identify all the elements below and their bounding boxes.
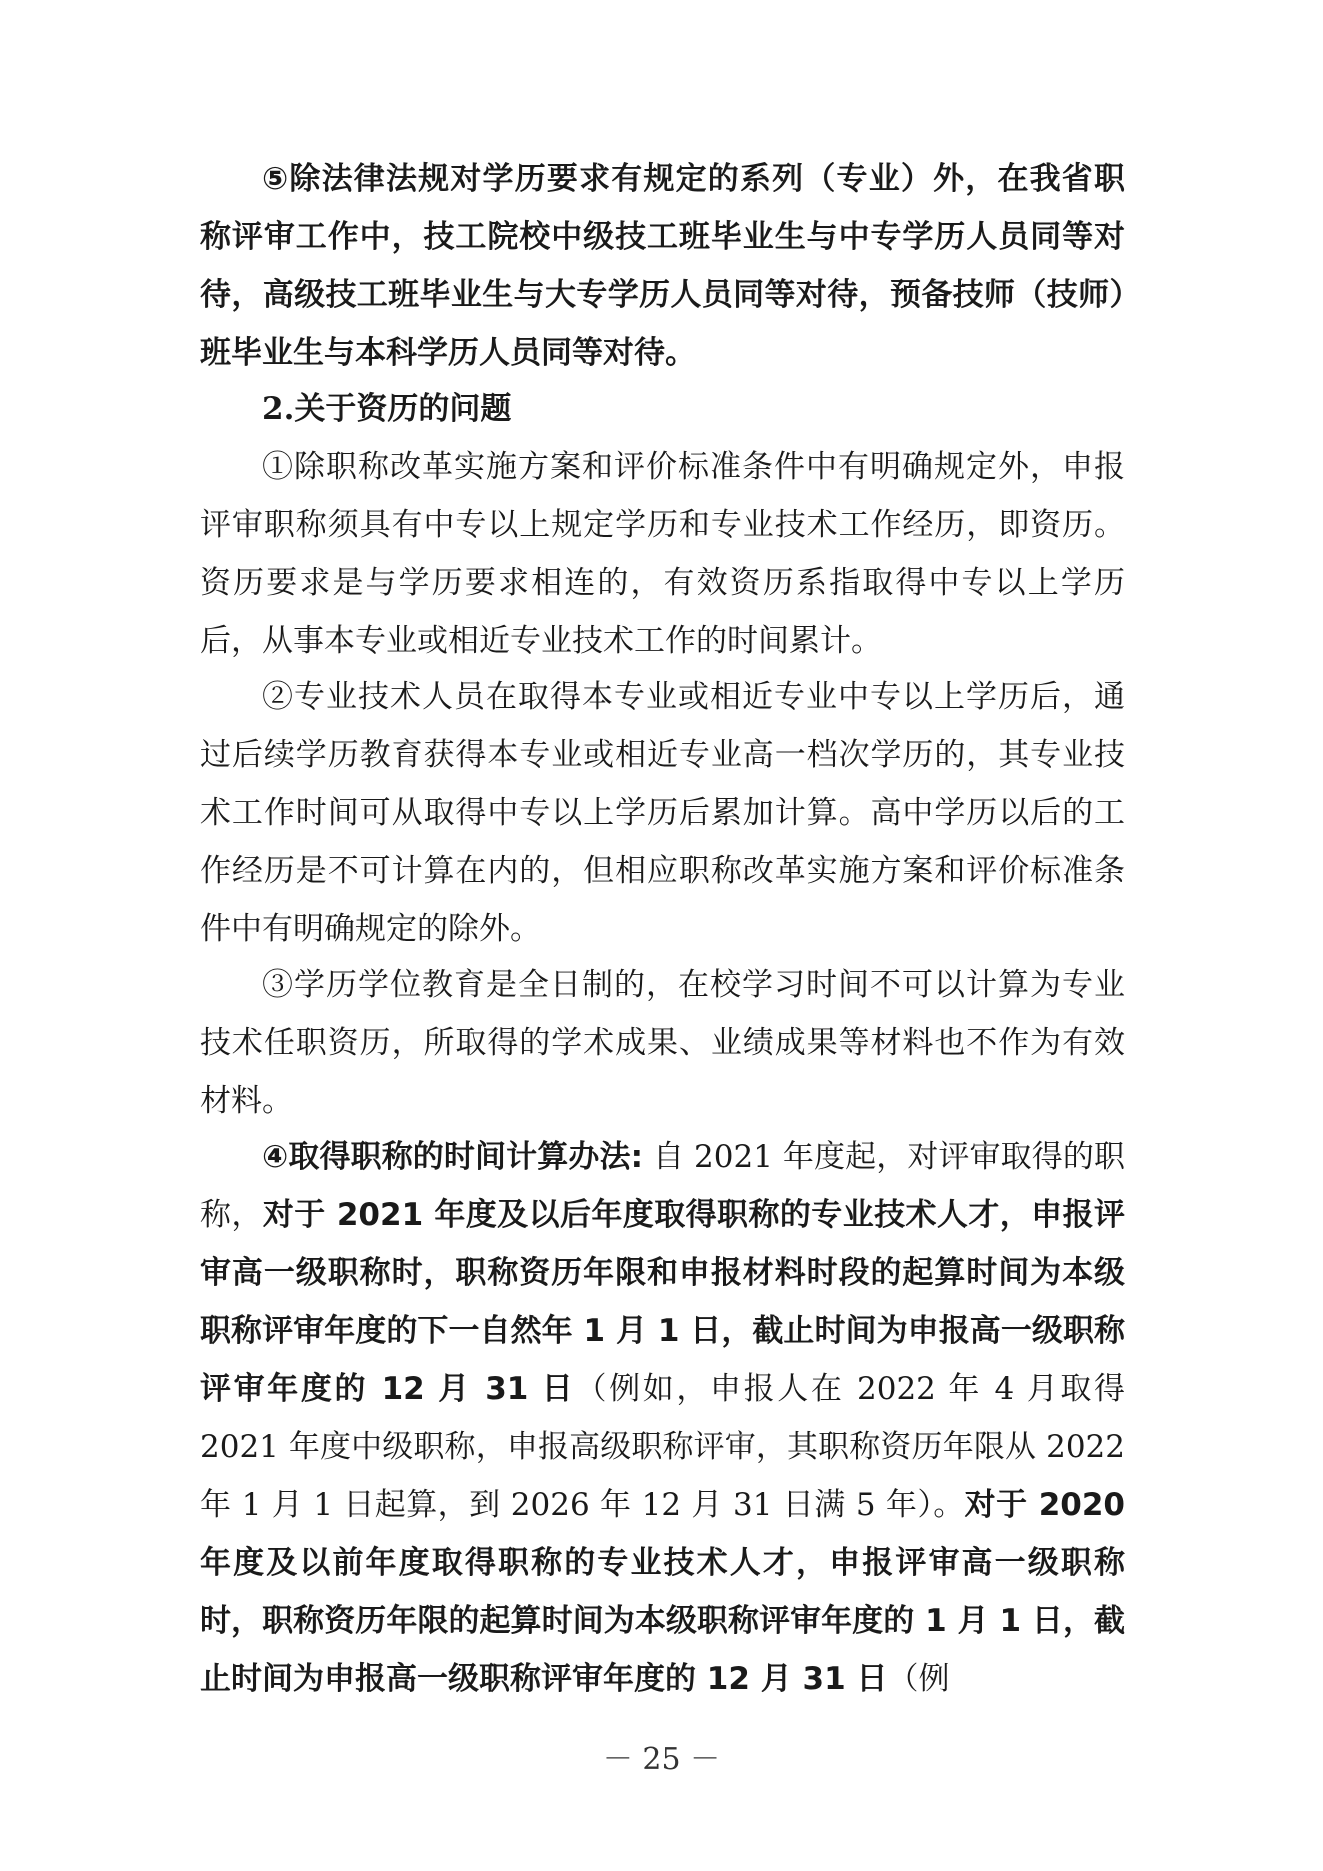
paragraph-item-1: ①除职称改革实施方案和评价标准条件中有明确规定外，申报评审职称须具有中专以上规定学历和专业技术工作经历，即资历。资历要求是与学历要求相连的，有效资历系指取得中专以上学历后，从事本专业或相近专业技术工作的时间累计。 bbox=[200, 449, 1125, 659]
paragraph-item-5: ⑤除法律法规对学历要求有规定的系列（专业）外，在我省职称评审工作中，技工院校中级技工班毕业生与中专学历人员同等对待，高级技工班毕业生与大专学历人员同等对待，预备技师（技师）班毕业生与本科学历人员同等对待。 bbox=[200, 161, 1125, 371]
paragraph-item-2: ②专业技术人员在取得本专业或相近专业中专以上学历后，通过后续学历教育获得本专业或相近专业高一档次学历的，其专业技术工作时间可从取得中专以上学历后累加计算。高中学历以后的工作经历是不可计算在内的，但相应职称改革实施方案和评价标准条件中有明确规定的除外。 bbox=[200, 679, 1125, 947]
page-number: － 25 － bbox=[602, 1742, 721, 1777]
item-4-part-2: 对于 2021 年度及以后年度取得职称的专业技术人才，申报评审高一级职称时，职称资历年限和申报材料时段的起算时间为本级职称评审年度的下一自然年 1 月 1 日，截止时间为申报高一级职称评审年度的 12 月 31 日 bbox=[200, 1197, 1125, 1407]
paragraph-item-3: ③学历学位教育是全日制的，在校学习时间不可以计算为专业技术任职资历，所取得的学术成果、业绩成果等材料也不作为有效材料。 bbox=[200, 967, 1125, 1119]
item-4-part-4: 对于 2020 年度及以前年度取得职称的专业技术人才，申报评审高一级职称时，职称资历年限的起算时间为本级职称评审年度的 1 月 1 日，截止时间为申报高一级职称评审年度的 12 月 31 日 bbox=[200, 1487, 1125, 1697]
section-heading: 2.关于资历的问题 bbox=[262, 391, 512, 427]
item-4-example-1: （例如，申报人在 2022 年 4 月取得 2021 年度中级职称，申报高级职称评审，其职称资历年限从 2022 年 1 月 1 日起算，到 2026 年 12 月 31 日满 5 年）。 bbox=[200, 1371, 1125, 1523]
item-4-part-1: 自 2021 年度起，对评审取得的职称， bbox=[200, 1139, 1125, 1233]
item-4-lead: ④取得职称的时间计算办法: bbox=[262, 1139, 643, 1175]
item-4-example-2: （例 bbox=[887, 1661, 950, 1697]
paragraph-item-4 bbox=[200, 1128, 1125, 1708]
